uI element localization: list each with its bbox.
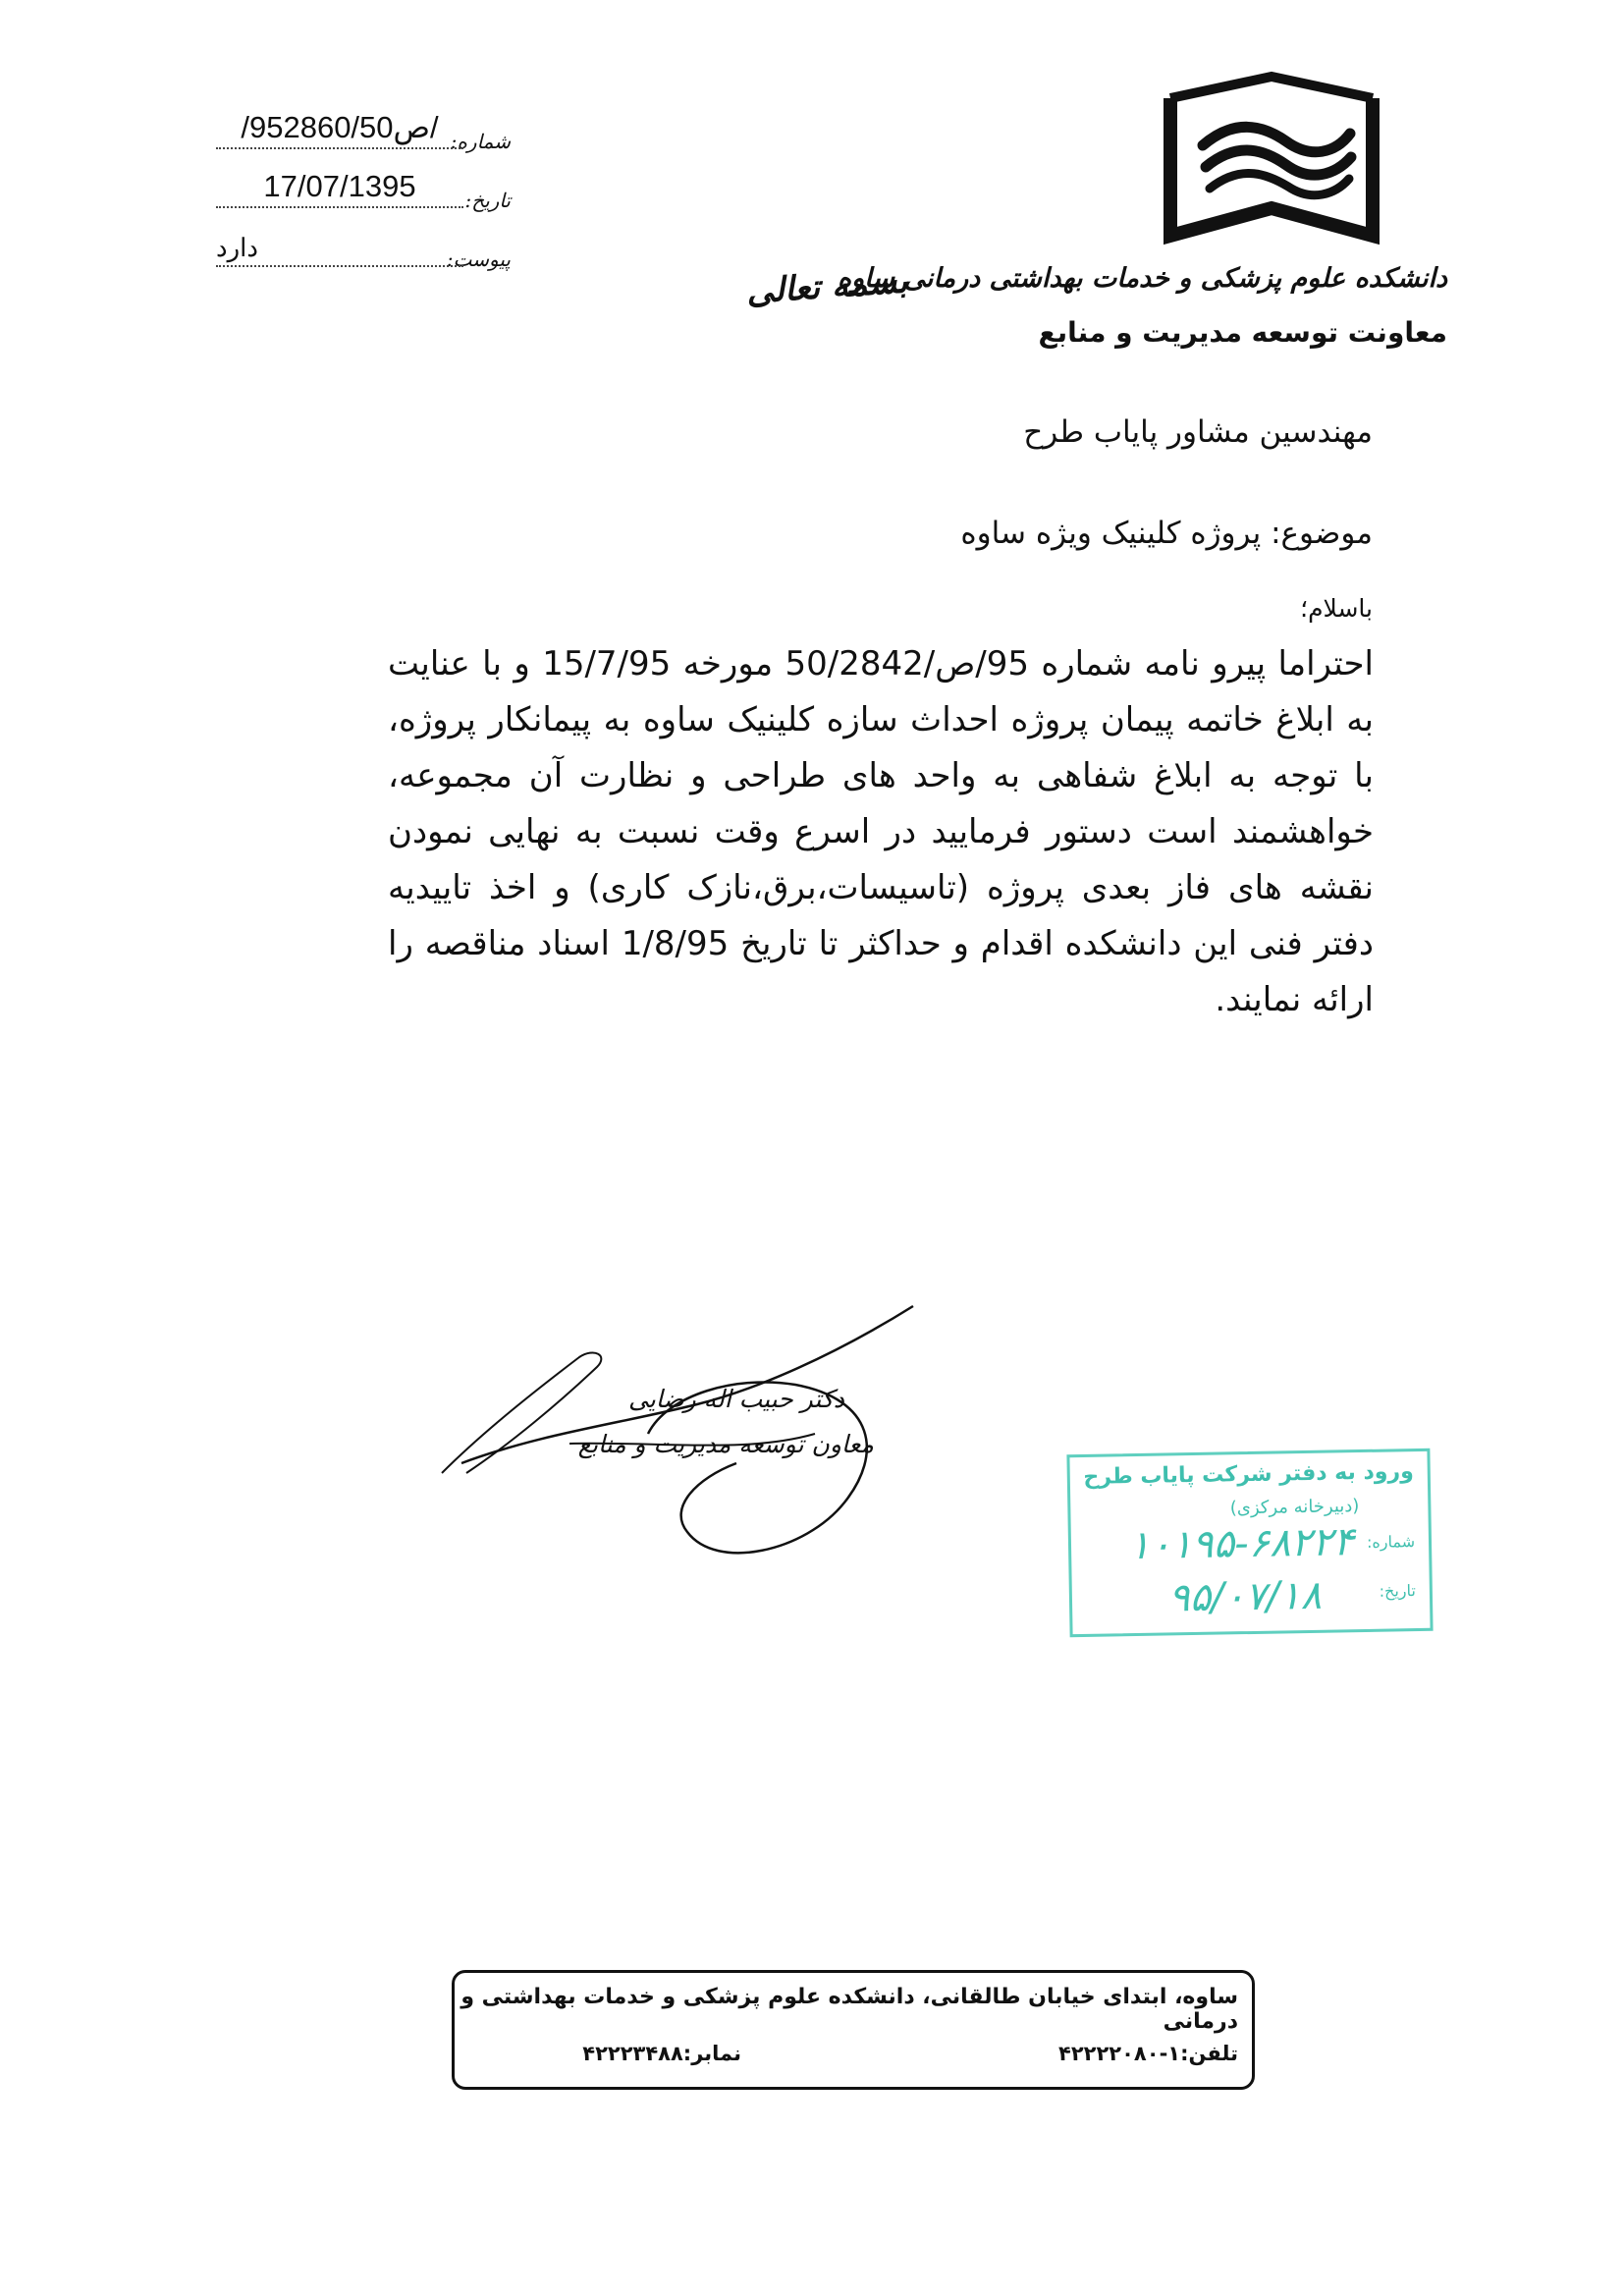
stamp-subtitle: (دبیرخانه مرکزی)	[1229, 1496, 1360, 1519]
signature-block	[422, 1286, 933, 1581]
subject-line: موضوع: پروژه کلینیک ویژه ساوه	[960, 516, 1373, 551]
attachment-label: پیوست:	[446, 247, 511, 271]
recipient: مهندسین مشاور پایاب طرح	[1023, 414, 1373, 450]
letter-number-value: /95ص2860/50/	[216, 110, 463, 149]
department-name: معاونت توسعه مدیریت و منابع	[1038, 316, 1447, 349]
institution-logo	[1149, 69, 1394, 246]
stamp-date-value: ۹۵/۰۷/۱۸	[1167, 1572, 1323, 1621]
stamp-title: ورود به دفتر شرکت پایاب طرح	[1083, 1459, 1414, 1490]
attachment-field	[196, 228, 511, 277]
institution-name: دانشکده علوم پزشکی و خدمات بهداشتی درمانی ساوه	[837, 263, 1447, 294]
signatory-name: دکتر حبیب اله رضایی	[628, 1385, 844, 1413]
footer-address: ساوه، ابتدای خیابان طالقانی، دانشکده علوم پزشکی و خدمات بهداشتی و درمانی	[460, 1985, 1238, 2034]
footer-fax: نمابر:۴۲۲۲۳۴۸۸	[582, 2042, 741, 2065]
stamp-number-value: ۱۰۱۹۵-۶۸۲۲۴	[1128, 1519, 1355, 1569]
letter-date-value: 17/07/1395	[216, 169, 463, 208]
letter-date-field	[196, 169, 511, 218]
footer-phone: تلفن:۱-۴۲۲۲۲۰۸۰	[1058, 2042, 1238, 2065]
letter-number-field	[196, 110, 511, 159]
letter-date-label: تاریخ:	[464, 189, 511, 212]
basmala: بسمه تعالی	[744, 261, 909, 312]
signatory-title: معاون توسعه مدیریت و منابع	[577, 1430, 874, 1458]
stamp-number-label: شماره:	[1366, 1532, 1416, 1552]
stamp-date-label: تاریخ:	[1379, 1581, 1417, 1601]
attachment-value: دارد	[216, 233, 463, 267]
received-stamp	[1066, 1449, 1433, 1637]
letter-number-label: شماره:	[450, 130, 511, 153]
footer-contact-box	[452, 1970, 1255, 2090]
letter-body: احتراما پیرو نامه شماره 95/ص/50/2842 مورخه 15/7/95 و با عنایت به ابلاغ خاتمه پیمان پروژه احداث سازه کلینیک ساوه به پیمانکار پروژه، با توجه به ابلاغ شفاهی به واحد های طراحی و نظارت آن مجموعه، خواهشمند است دستور فرمایید در اسرع وقت نسبت به نهایی نمودن نقشه های فاز بعدی پروژه (تاسیسات،برق،نازک کاری) و اخذ تاییدیه دفتر فنی این دانشکده اقدام و حداکثر تا تاریخ 1/8/95 اسناد مناقصه را ارائه نمایند.	[388, 644, 1375, 1019]
salutation: باسلام؛	[1300, 594, 1373, 623]
